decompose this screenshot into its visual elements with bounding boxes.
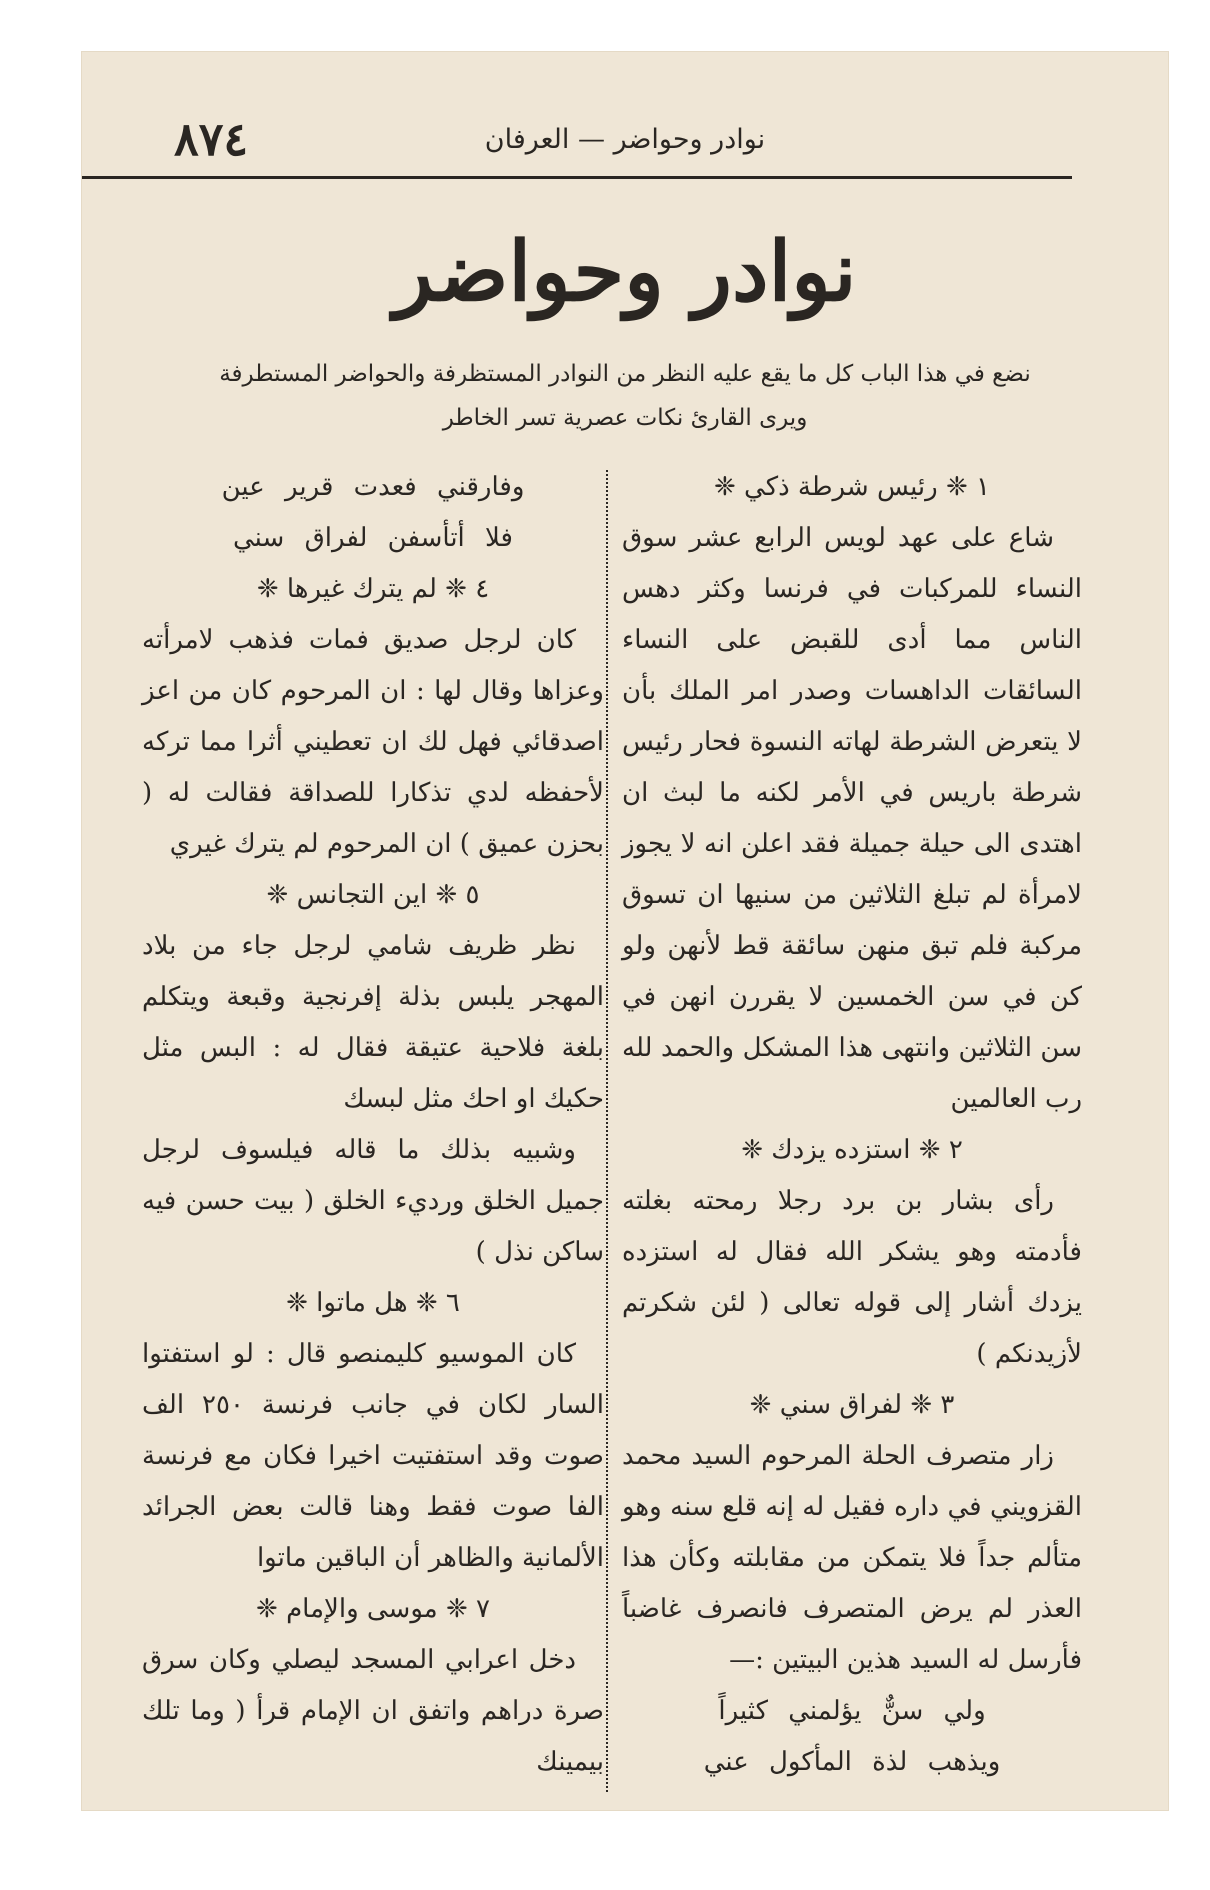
anecdote-1-body: شاع على عهد لويس الرابع عشر سوق النساء للمركبات في فرنسا وكثر دهس الناس مما أدى للقبض على النساء السائقات الداهسات وصدر امر الملك بأن لا يتعرض الشرطة لهاته النسوة فحار رئيس شرطة باريس في الأمر لكنه ما لبث ان اهتدى الى حيلة جميلة فقد اعلن انه لا يجوز لامرأة لم تبلغ الثلاثين من سنيها ان تسوق مركبة فلم تبق منهن سائقة قط لأنهن ولو كن في سن الخمسين لا يقررن انهن في سن الثلاثين وانتهى هذا المشكل والحمد لله رب العالمين bbox=[622, 523, 1082, 1114]
running-title: نوادر وحواضر — العرفان bbox=[484, 124, 766, 155]
verse-line-2: ويذهب لذة المأكول عني bbox=[703, 1747, 1001, 1777]
anecdote-5-heading: ٥ ❈ اين التجانس ❈ bbox=[266, 880, 480, 910]
anecdote-6-heading: ٦ ❈ هل ماتوا ❈ bbox=[286, 1288, 460, 1318]
left-column bbox=[142, 462, 604, 1788]
anecdote-5-body: نظر ظريف شامي لرجل جاء من بلاد المهجر يلبس بذلة إفرنجية وقبعة ويتكلم بلغة فلاحية عتيقة فقال له : البس مثل حكيك او احك مثل لبسك bbox=[142, 931, 604, 1114]
intro-text bbox=[142, 352, 1108, 440]
anecdote-3-heading: ٣ ❈ لفراق سني ❈ bbox=[749, 1390, 955, 1420]
right-column bbox=[622, 462, 1082, 1788]
anecdote-3-body: زار متصرف الحلة المرحوم السيد محمد القزويني في داره فقيل له إنه قلع سنه وهو متألم جداً فلا يتمكن من مقابلته وكأن هذا العذر لم يرض المتصرف فانصرف غاضباً فأرسل له السيد هذين البيتين :— bbox=[622, 1441, 1082, 1675]
verse-line-4: فلا أتأسفن لفراق سني bbox=[233, 523, 513, 553]
anecdote-7-heading: ٧ ❈ موسى والإمام ❈ bbox=[256, 1594, 490, 1624]
anecdote-4-body: كان لرجل صديق فمات فذهب لامرأته وعزاها وقال لها : ان المرحوم كان من اعز اصدقائي فهل لك ان تعطيني أثرا مما تركه لأحفظه لدي تذكارا للصداقة فقالت له ( بحزن عميق ) ان المرحوم لم يترك غيري bbox=[142, 625, 604, 859]
anecdote-5-body-continued: وشبيه بذلك ما قاله فيلسوف لرجل جميل الخلق ورديء الخلق ( بيت حسن فيه ساكن نذل ) bbox=[142, 1135, 604, 1267]
intro-line-2: ويرى القارئ نكات عصرية تسر الخاطر bbox=[442, 405, 808, 431]
anecdote-2-heading: ٢ ❈ استزده يزدك ❈ bbox=[741, 1135, 963, 1165]
header-rule bbox=[82, 176, 1072, 179]
anecdote-2-body: رأى بشار بن برد رجلا رمحته بغلته فأدمته وهو يشكر الله فقال له استزده يزدك أشار إلى قوله تعالى ( لئن شكرتم لأزيدنكم ) bbox=[622, 1186, 1082, 1369]
anecdote-7-body: دخل اعرابي المسجد ليصلي وكان سرق صرة دراهم واتفق ان الإمام قرأ ( وما تلك بيمينك bbox=[142, 1645, 604, 1777]
verse-line-1: ولي سنٌّ يؤلمني كثيراً bbox=[718, 1696, 986, 1726]
intro-line-1: نضع في هذا الباب كل ما يقع عليه النظر من النوادر المستظرفة والحواضر المستطرفة bbox=[219, 361, 1031, 387]
verse-line-3: وفارقني فعدت قرير عين bbox=[221, 472, 525, 502]
column-divider bbox=[606, 470, 608, 1792]
anecdote-4-heading: ٤ ❈ لم يترك غيرها ❈ bbox=[256, 574, 490, 604]
anecdote-6-body: كان الموسيو كليمنصو قال : لو استفتوا السار لكان في جانب فرنسة ٢٥٠ الف صوت وقد استفتيت اخيرا فكان مع فرنسة الفا صوت فقط وهنا قالت بعض الجرائد الألمانية والظاهر أن الباقين ماتوا bbox=[142, 1339, 604, 1573]
anecdote-1-heading: ١ ❈ رئيس شرطة ذكي ❈ bbox=[713, 472, 991, 502]
section-title: نوادر وحواضر bbox=[393, 224, 857, 320]
page-number: ٨٧٤ bbox=[174, 112, 249, 166]
page bbox=[82, 52, 1168, 1810]
page-header bbox=[82, 112, 1168, 192]
